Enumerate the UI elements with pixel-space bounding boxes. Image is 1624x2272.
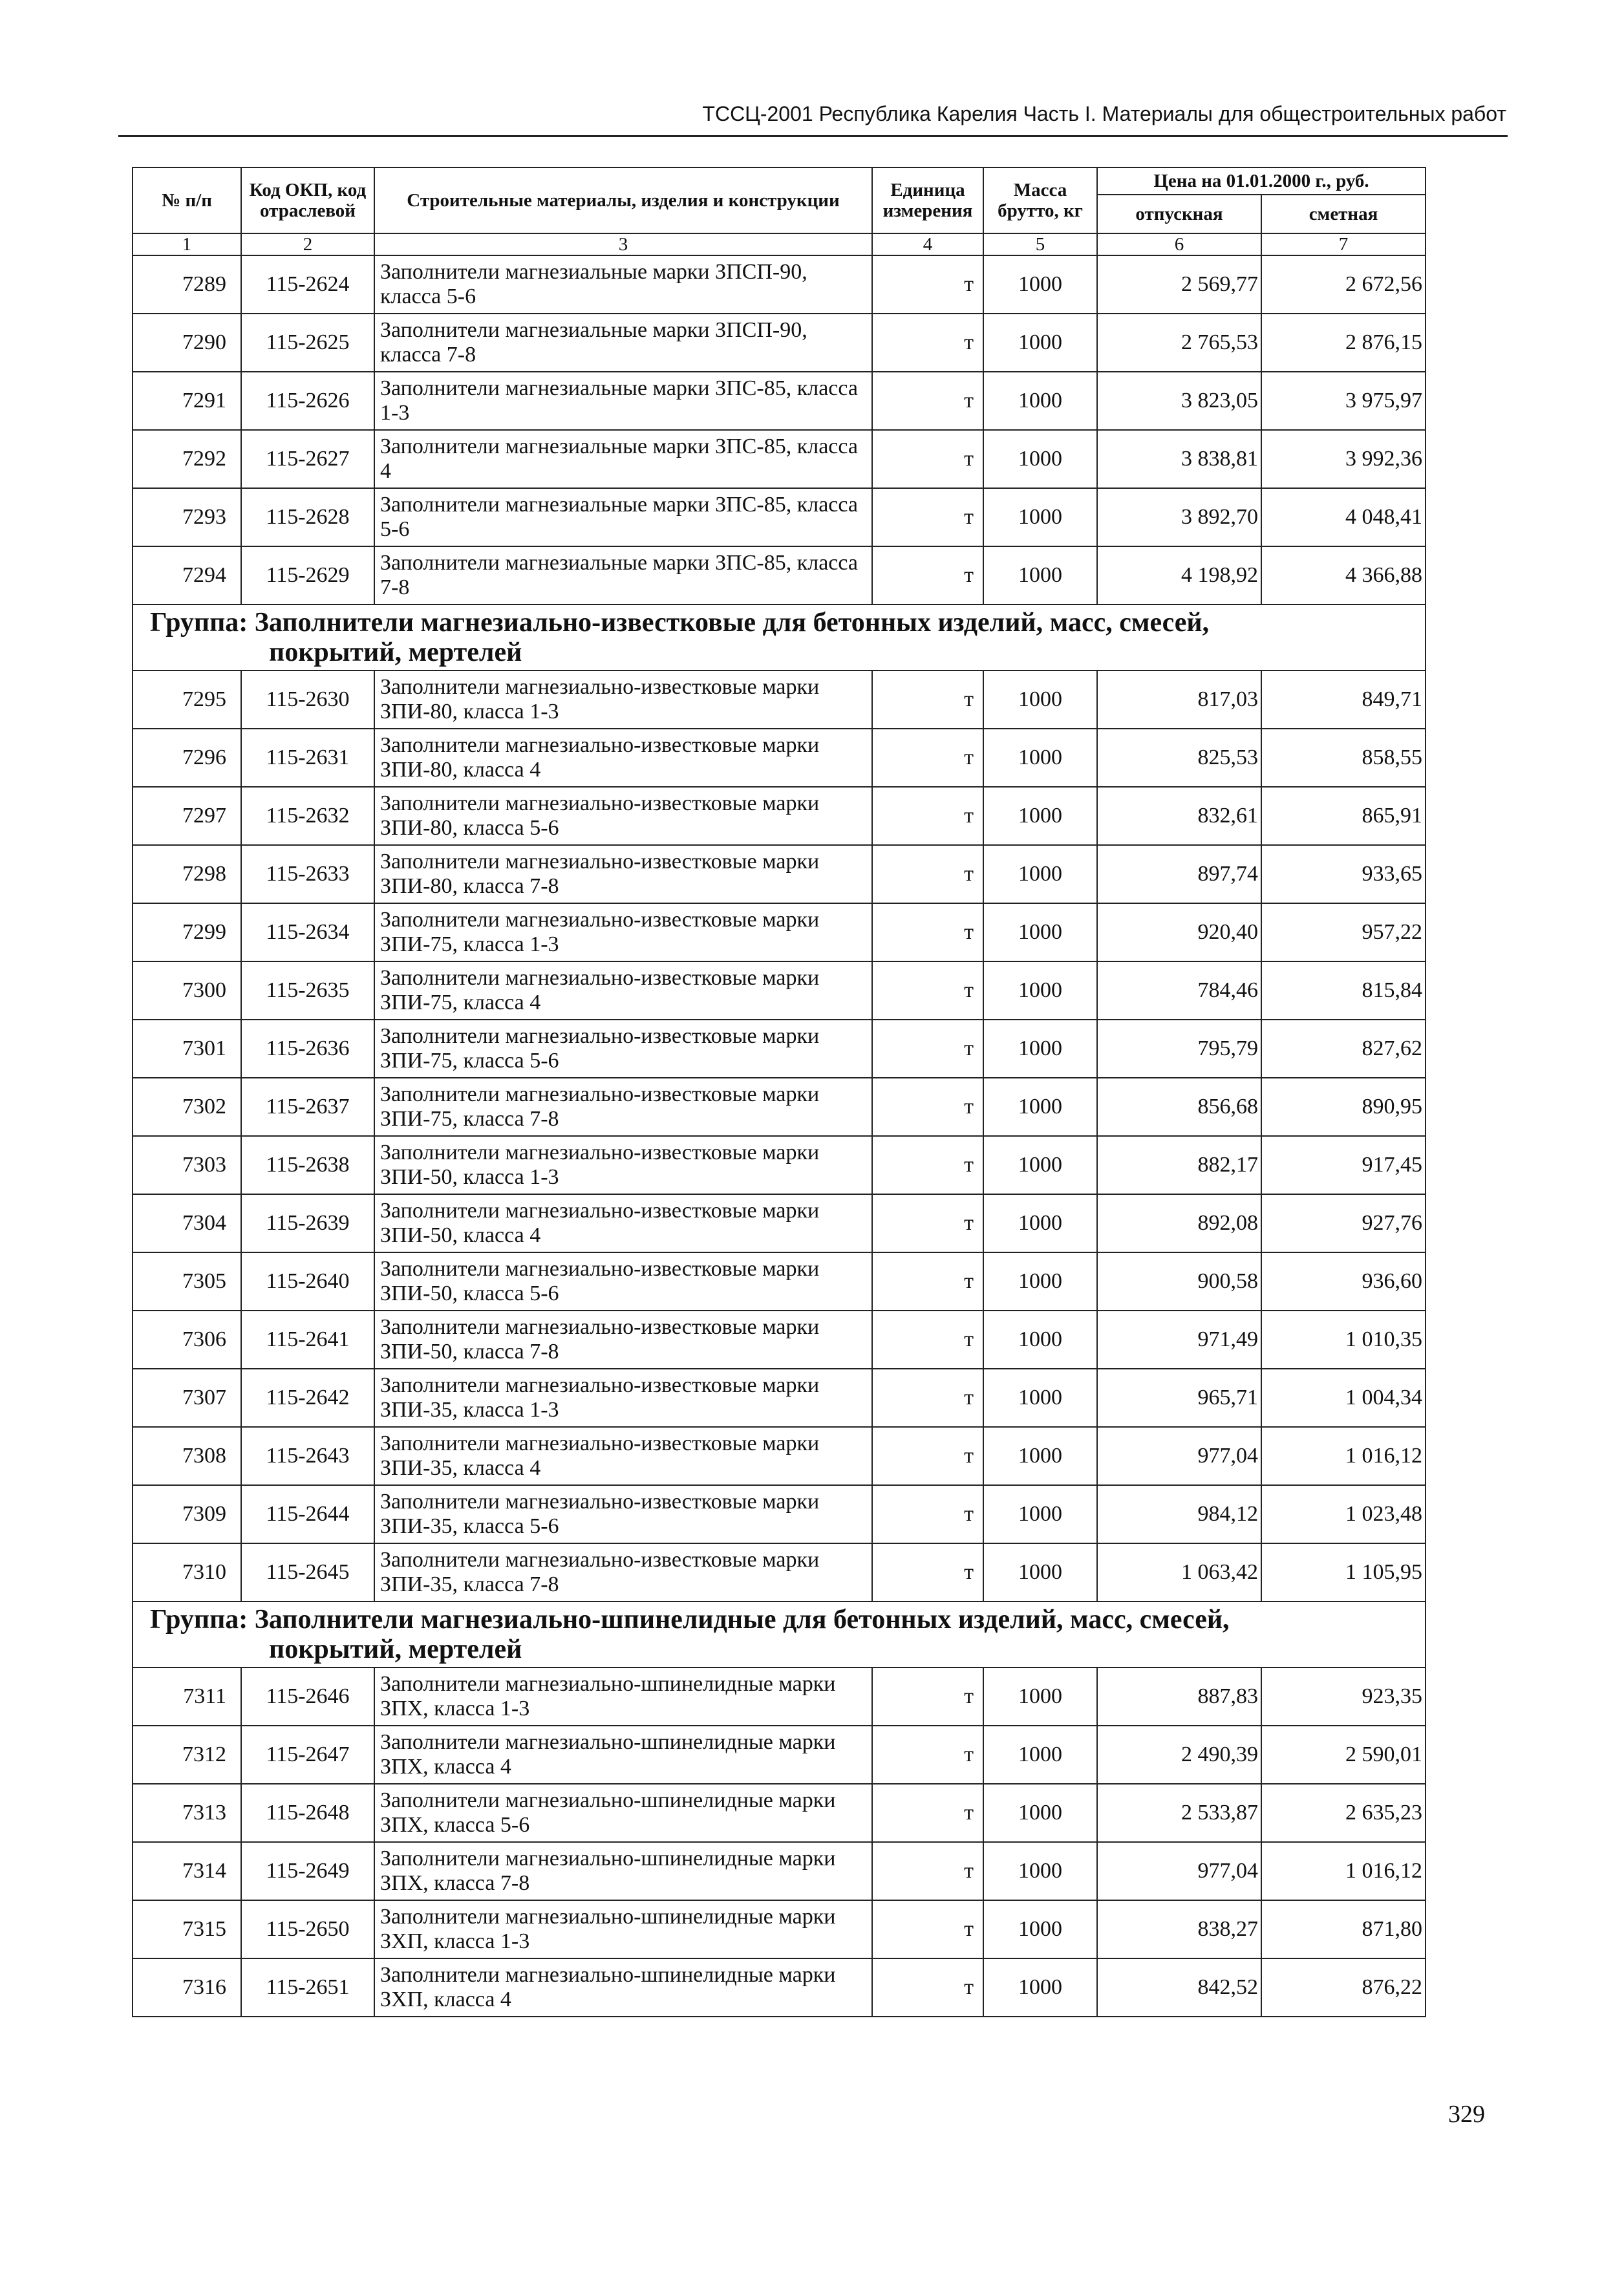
unit: т	[872, 1020, 983, 1078]
material-name: Заполнители магнезиальные марки ЗПС-85, класса 1-3	[374, 372, 872, 430]
unit: т	[872, 729, 983, 787]
gross-mass: 1000	[983, 255, 1097, 314]
gross-mass: 1000	[983, 1485, 1097, 1543]
unit: т	[872, 372, 983, 430]
header-unit: Единица измерения	[872, 167, 983, 233]
price-release: 856,68	[1097, 1078, 1261, 1136]
unit: т	[872, 1485, 983, 1543]
row-number: 7290	[133, 314, 241, 372]
okp-code: 115-2644	[241, 1485, 374, 1543]
row-number: 7315	[133, 1900, 241, 1958]
table-row	[133, 546, 1426, 605]
unit: т	[872, 1784, 983, 1842]
group-heading-row	[133, 1602, 1426, 1667]
price-release: 832,61	[1097, 787, 1261, 845]
table-row	[133, 1543, 1426, 1602]
price-release: 977,04	[1097, 1842, 1261, 1900]
row-number: 7291	[133, 372, 241, 430]
column-number: 5	[983, 233, 1097, 255]
column-number: 6	[1097, 233, 1261, 255]
table-row	[133, 430, 1426, 488]
price-release: 920,40	[1097, 903, 1261, 961]
material-name: Заполнители магнезиально-известковые марки ЗПИ-35, класса 5-6	[374, 1485, 872, 1543]
price-estimate: 3 975,97	[1261, 372, 1426, 430]
table-body	[133, 233, 1426, 2017]
gross-mass: 1000	[983, 1958, 1097, 2017]
row-number: 7311	[133, 1667, 241, 1726]
material-name: Заполнители магнезиально-известковые марки ЗПИ-35, класса 4	[374, 1427, 872, 1485]
row-number: 7295	[133, 670, 241, 729]
price-estimate: 917,45	[1261, 1136, 1426, 1194]
page-number: 329	[1448, 2101, 1485, 2128]
column-number: 7	[1261, 233, 1426, 255]
price-release: 4 198,92	[1097, 546, 1261, 605]
price-release: 817,03	[1097, 670, 1261, 729]
row-number: 7301	[133, 1020, 241, 1078]
gross-mass: 1000	[983, 1784, 1097, 1842]
row-number: 7297	[133, 787, 241, 845]
material-name: Заполнители магнезиально-известковые марки ЗПИ-75, класса 7-8	[374, 1078, 872, 1136]
row-number: 7305	[133, 1252, 241, 1311]
table-row	[133, 1136, 1426, 1194]
header-price: Цена на 01.01.2000 г., руб.	[1097, 167, 1426, 195]
row-number: 7302	[133, 1078, 241, 1136]
price-estimate: 1 004,34	[1261, 1369, 1426, 1427]
price-release: 897,74	[1097, 845, 1261, 903]
row-number: 7293	[133, 488, 241, 546]
unit: т	[872, 1427, 983, 1485]
table-row	[133, 1427, 1426, 1485]
running-header: ТССЦ-2001 Республика Карелия Часть I. Материалы для общестроительных работ	[702, 102, 1506, 125]
price-estimate: 927,76	[1261, 1194, 1426, 1252]
price-estimate: 3 992,36	[1261, 430, 1426, 488]
table-row	[133, 1726, 1426, 1784]
row-number: 7309	[133, 1485, 241, 1543]
unit: т	[872, 961, 983, 1020]
unit: т	[872, 488, 983, 546]
gross-mass: 1000	[983, 1369, 1097, 1427]
row-number: 7313	[133, 1784, 241, 1842]
table-row	[133, 314, 1426, 372]
okp-code: 115-2649	[241, 1842, 374, 1900]
group-heading	[133, 1602, 1426, 1667]
row-number: 7300	[133, 961, 241, 1020]
unit: т	[872, 1369, 983, 1427]
unit: т	[872, 546, 983, 605]
okp-code: 115-2640	[241, 1252, 374, 1311]
price-release: 825,53	[1097, 729, 1261, 787]
header-rule	[118, 135, 1508, 137]
unit: т	[872, 1136, 983, 1194]
row-number: 7306	[133, 1311, 241, 1369]
price-release: 2 533,87	[1097, 1784, 1261, 1842]
column-number: 3	[374, 233, 872, 255]
table-row	[133, 372, 1426, 430]
okp-code: 115-2651	[241, 1958, 374, 2017]
unit: т	[872, 1194, 983, 1252]
price-estimate: 849,71	[1261, 670, 1426, 729]
header-price-release: отпускная	[1097, 195, 1261, 233]
gross-mass: 1000	[983, 1078, 1097, 1136]
row-number: 7308	[133, 1427, 241, 1485]
table-row	[133, 1194, 1426, 1252]
price-release: 784,46	[1097, 961, 1261, 1020]
row-number: 7298	[133, 845, 241, 903]
gross-mass: 1000	[983, 1427, 1097, 1485]
table-row	[133, 1020, 1426, 1078]
header-no: № п/п	[133, 167, 241, 233]
unit: т	[872, 314, 983, 372]
table-row	[133, 787, 1426, 845]
gross-mass: 1000	[983, 1667, 1097, 1726]
price-release: 3 823,05	[1097, 372, 1261, 430]
price-release: 882,17	[1097, 1136, 1261, 1194]
okp-code: 115-2627	[241, 430, 374, 488]
okp-code: 115-2648	[241, 1784, 374, 1842]
gross-mass: 1000	[983, 729, 1097, 787]
price-estimate: 876,22	[1261, 1958, 1426, 2017]
price-release: 2 765,53	[1097, 314, 1261, 372]
group-heading-line: покрытий, мертелей	[269, 638, 522, 667]
table-row	[133, 845, 1426, 903]
unit: т	[872, 1078, 983, 1136]
table-row	[133, 670, 1426, 729]
price-release: 971,49	[1097, 1311, 1261, 1369]
price-release: 842,52	[1097, 1958, 1261, 2017]
price-estimate: 890,95	[1261, 1078, 1426, 1136]
price-estimate: 2 590,01	[1261, 1726, 1426, 1784]
row-number: 7310	[133, 1543, 241, 1602]
price-release: 1 063,42	[1097, 1543, 1261, 1602]
okp-code: 115-2639	[241, 1194, 374, 1252]
material-name: Заполнители магнезиальные марки ЗПС-85, класса 5-6	[374, 488, 872, 546]
unit: т	[872, 903, 983, 961]
unit: т	[872, 1543, 983, 1602]
gross-mass: 1000	[983, 1543, 1097, 1602]
okp-code: 115-2626	[241, 372, 374, 430]
okp-code: 115-2642	[241, 1369, 374, 1427]
okp-code: 115-2625	[241, 314, 374, 372]
price-estimate: 1 023,48	[1261, 1485, 1426, 1543]
gross-mass: 1000	[983, 1194, 1097, 1252]
unit: т	[872, 430, 983, 488]
gross-mass: 1000	[983, 488, 1097, 546]
okp-code: 115-2628	[241, 488, 374, 546]
price-estimate: 923,35	[1261, 1667, 1426, 1726]
column-number: 4	[872, 233, 983, 255]
material-name: Заполнители магнезиально-шпинелидные марки ЗПХ, класса 7-8	[374, 1842, 872, 1900]
row-number: 7294	[133, 546, 241, 605]
price-estimate: 858,55	[1261, 729, 1426, 787]
price-release: 965,71	[1097, 1369, 1261, 1427]
gross-mass: 1000	[983, 961, 1097, 1020]
okp-code: 115-2636	[241, 1020, 374, 1078]
row-number: 7312	[133, 1726, 241, 1784]
material-name: Заполнители магнезиальные марки ЗПСП-90, класса 5-6	[374, 255, 872, 314]
unit: т	[872, 1958, 983, 2017]
table-row	[133, 255, 1426, 314]
price-estimate: 957,22	[1261, 903, 1426, 961]
price-release: 3 892,70	[1097, 488, 1261, 546]
material-name: Заполнители магнезиально-шпинелидные марки ЗПХ, класса 5-6	[374, 1784, 872, 1842]
gross-mass: 1000	[983, 314, 1097, 372]
table-row	[133, 1252, 1426, 1311]
column-numbers-row	[133, 233, 1426, 255]
unit: т	[872, 1667, 983, 1726]
okp-code: 115-2631	[241, 729, 374, 787]
price-release: 838,27	[1097, 1900, 1261, 1958]
price-estimate: 1 016,12	[1261, 1842, 1426, 1900]
table-row	[133, 961, 1426, 1020]
header-name: Строительные материалы, изделия и конструкции	[374, 167, 872, 233]
material-name: Заполнители магнезиально-известковые марки ЗПИ-80, класса 1-3	[374, 670, 872, 729]
okp-code: 115-2638	[241, 1136, 374, 1194]
price-release: 984,12	[1097, 1485, 1261, 1543]
unit: т	[872, 845, 983, 903]
header-mass: Масса брутто, кг	[983, 167, 1097, 233]
gross-mass: 1000	[983, 1726, 1097, 1784]
unit: т	[872, 787, 983, 845]
price-estimate: 4 366,88	[1261, 546, 1426, 605]
row-number: 7314	[133, 1842, 241, 1900]
okp-code: 115-2624	[241, 255, 374, 314]
price-estimate: 865,91	[1261, 787, 1426, 845]
price-estimate: 1 010,35	[1261, 1311, 1426, 1369]
material-name: Заполнители магнезиально-известковые марки ЗПИ-75, класса 1-3	[374, 903, 872, 961]
group-heading	[133, 605, 1426, 670]
material-name: Заполнители магнезиально-известковые марки ЗПИ-80, класса 7-8	[374, 845, 872, 903]
row-number: 7296	[133, 729, 241, 787]
material-name: Заполнители магнезиально-известковые марки ЗПИ-35, класса 1-3	[374, 1369, 872, 1427]
price-release: 2 490,39	[1097, 1726, 1261, 1784]
okp-code: 115-2641	[241, 1311, 374, 1369]
okp-code: 115-2629	[241, 546, 374, 605]
header-price-estimate: сметная	[1261, 195, 1426, 233]
unit: т	[872, 670, 983, 729]
okp-code: 115-2632	[241, 787, 374, 845]
okp-code: 115-2634	[241, 903, 374, 961]
unit: т	[872, 1900, 983, 1958]
table-row	[133, 1078, 1426, 1136]
table-row	[133, 488, 1426, 546]
table-row	[133, 1667, 1426, 1726]
gross-mass: 1000	[983, 1311, 1097, 1369]
price-estimate: 2 672,56	[1261, 255, 1426, 314]
price-release: 3 838,81	[1097, 430, 1261, 488]
price-estimate: 871,80	[1261, 1900, 1426, 1958]
price-estimate: 2 876,15	[1261, 314, 1426, 372]
table-row	[133, 729, 1426, 787]
okp-code: 115-2647	[241, 1726, 374, 1784]
price-estimate: 1 105,95	[1261, 1543, 1426, 1602]
gross-mass: 1000	[983, 430, 1097, 488]
material-name: Заполнители магнезиально-известковые марки ЗПИ-50, класса 4	[374, 1194, 872, 1252]
price-table	[132, 167, 1426, 2017]
gross-mass: 1000	[983, 1252, 1097, 1311]
row-number: 7303	[133, 1136, 241, 1194]
gross-mass: 1000	[983, 1842, 1097, 1900]
material-name: Заполнители магнезиально-шпинелидные марки ЗХП, класса 1-3	[374, 1900, 872, 1958]
price-estimate: 827,62	[1261, 1020, 1426, 1078]
okp-code: 115-2633	[241, 845, 374, 903]
table-row	[133, 1842, 1426, 1900]
price-release: 977,04	[1097, 1427, 1261, 1485]
table-row	[133, 1369, 1426, 1427]
material-name: Заполнители магнезиальные марки ЗПС-85, класса 4	[374, 430, 872, 488]
unit: т	[872, 1842, 983, 1900]
material-name: Заполнители магнезиально-известковые марки ЗПИ-75, класса 5-6	[374, 1020, 872, 1078]
table-header-row	[133, 167, 1426, 195]
okp-code: 115-2637	[241, 1078, 374, 1136]
gross-mass: 1000	[983, 1136, 1097, 1194]
row-number: 7292	[133, 430, 241, 488]
group-heading-line: Группа: Заполнители магнезиально-известковые для бетонных изделий, масс, смесей,	[150, 608, 1210, 638]
table-row	[133, 1485, 1426, 1543]
material-name: Заполнители магнезиально-известковые марки ЗПИ-80, класса 5-6	[374, 787, 872, 845]
material-name: Заполнители магнезиальные марки ЗПС-85, класса 7-8	[374, 546, 872, 605]
group-heading-row	[133, 605, 1426, 670]
material-name: Заполнители магнезиально-известковые марки ЗПИ-35, класса 7-8	[374, 1543, 872, 1602]
gross-mass: 1000	[983, 1900, 1097, 1958]
price-release: 887,83	[1097, 1667, 1261, 1726]
table-row	[133, 1900, 1426, 1958]
unit: т	[872, 1252, 983, 1311]
gross-mass: 1000	[983, 546, 1097, 605]
gross-mass: 1000	[983, 1020, 1097, 1078]
row-number: 7304	[133, 1194, 241, 1252]
group-heading-line: Группа: Заполнители магнезиально-шпинелидные для бетонных изделий, масс, смесей,	[150, 1605, 1230, 1634]
gross-mass: 1000	[983, 670, 1097, 729]
row-number: 7307	[133, 1369, 241, 1427]
okp-code: 115-2645	[241, 1543, 374, 1602]
okp-code: 115-2646	[241, 1667, 374, 1726]
table-row	[133, 903, 1426, 961]
material-name: Заполнители магнезиально-известковые марки ЗПИ-80, класса 4	[374, 729, 872, 787]
unit: т	[872, 1311, 983, 1369]
price-estimate: 933,65	[1261, 845, 1426, 903]
row-number: 7289	[133, 255, 241, 314]
price-release: 2 569,77	[1097, 255, 1261, 314]
price-estimate: 4 048,41	[1261, 488, 1426, 546]
column-number: 2	[241, 233, 374, 255]
group-heading-line: покрытий, мертелей	[269, 1634, 522, 1664]
okp-code: 115-2650	[241, 1900, 374, 1958]
material-name: Заполнители магнезиально-известковые марки ЗПИ-50, класса 7-8	[374, 1311, 872, 1369]
table-row	[133, 1311, 1426, 1369]
unit: т	[872, 1726, 983, 1784]
unit: т	[872, 255, 983, 314]
gross-mass: 1000	[983, 903, 1097, 961]
price-estimate: 1 016,12	[1261, 1427, 1426, 1485]
okp-code: 115-2630	[241, 670, 374, 729]
material-name: Заполнители магнезиально-известковые марки ЗПИ-50, класса 5-6	[374, 1252, 872, 1311]
row-number: 7316	[133, 1958, 241, 2017]
price-release: 892,08	[1097, 1194, 1261, 1252]
price-estimate: 815,84	[1261, 961, 1426, 1020]
column-number: 1	[133, 233, 241, 255]
gross-mass: 1000	[983, 787, 1097, 845]
gross-mass: 1000	[983, 845, 1097, 903]
okp-code: 115-2643	[241, 1427, 374, 1485]
header-code: Код ОКП, код отраслевой	[241, 167, 374, 233]
material-name: Заполнители магнезиальные марки ЗПСП-90, класса 7-8	[374, 314, 872, 372]
gross-mass: 1000	[983, 372, 1097, 430]
material-name: Заполнители магнезиально-известковые марки ЗПИ-75, класса 4	[374, 961, 872, 1020]
price-estimate: 2 635,23	[1261, 1784, 1426, 1842]
row-number: 7299	[133, 903, 241, 961]
material-name: Заполнители магнезиально-известковые марки ЗПИ-50, класса 1-3	[374, 1136, 872, 1194]
material-name: Заполнители магнезиально-шпинелидные марки ЗПХ, класса 1-3	[374, 1667, 872, 1726]
material-name: Заполнители магнезиально-шпинелидные марки ЗХП, класса 4	[374, 1958, 872, 2017]
price-estimate: 936,60	[1261, 1252, 1426, 1311]
price-release: 795,79	[1097, 1020, 1261, 1078]
table-row	[133, 1958, 1426, 2017]
price-release: 900,58	[1097, 1252, 1261, 1311]
material-name: Заполнители магнезиально-шпинелидные марки ЗПХ, класса 4	[374, 1726, 872, 1784]
table-row	[133, 1784, 1426, 1842]
okp-code: 115-2635	[241, 961, 374, 1020]
